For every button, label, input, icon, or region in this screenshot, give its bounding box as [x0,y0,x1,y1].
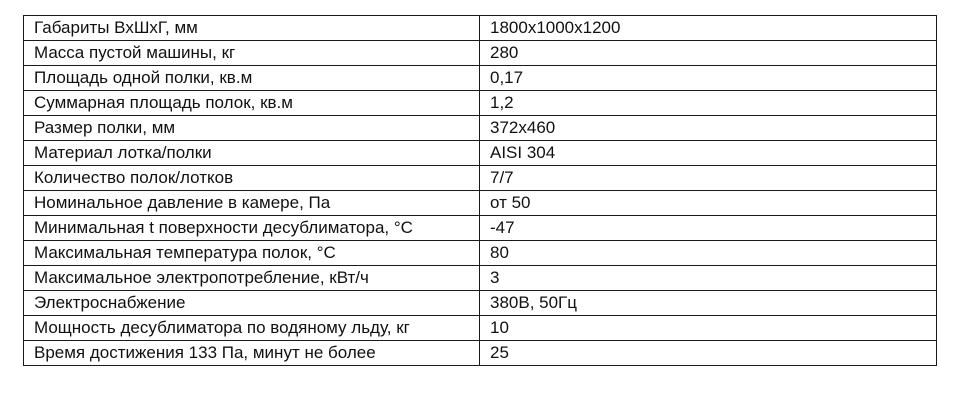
value-cell: 0,17 [480,66,937,91]
param-cell: Мощность десублиматора по водяному льду, кг [24,316,480,341]
table-row [24,166,937,191]
param-cell: Время достижения 133 Па, минут не более [24,341,480,366]
value-cell: от 50 [480,191,937,216]
specifications-table-body [24,16,937,366]
param-cell: Электроснабжение [24,291,480,316]
table-row [24,191,937,216]
value-cell: 7/7 [480,166,937,191]
param-cell: Размер полки, мм [24,116,480,141]
param-cell: Количество полок/лотков [24,166,480,191]
value-cell: 372x460 [480,116,937,141]
table-row [24,316,937,341]
table-row [24,66,937,91]
table-row [24,116,937,141]
value-cell: 25 [480,341,937,366]
value-cell: 1800x1000x1200 [480,16,937,41]
table-row [24,141,937,166]
table-row [24,216,937,241]
value-cell: 3 [480,266,937,291]
table-row [24,341,937,366]
param-cell: Номинальное давление в камере, Па [24,191,480,216]
value-cell: 380В, 50Гц [480,291,937,316]
param-cell: Масса пустой машины, кг [24,41,480,66]
value-cell: -47 [480,216,937,241]
table-row [24,91,937,116]
param-cell: Минимальная t поверхности десублиматора, °С [24,216,480,241]
specifications-table [23,15,937,366]
param-cell: Материал лотка/полки [24,141,480,166]
value-cell: 10 [480,316,937,341]
param-cell: Суммарная площадь полок, кв.м [24,91,480,116]
table-row [24,291,937,316]
table-row [24,241,937,266]
value-cell: 80 [480,241,937,266]
param-cell: Максимальная температура полок, °С [24,241,480,266]
value-cell: 280 [480,41,937,66]
param-cell: Площадь одной полки, кв.м [24,66,480,91]
table-row [24,16,937,41]
param-cell: Максимальное электропотребление, кВт/ч [24,266,480,291]
table-row [24,41,937,66]
table-row [24,266,937,291]
param-cell: Габариты ВхШхГ, мм [24,16,480,41]
value-cell: AISI 304 [480,141,937,166]
value-cell: 1,2 [480,91,937,116]
